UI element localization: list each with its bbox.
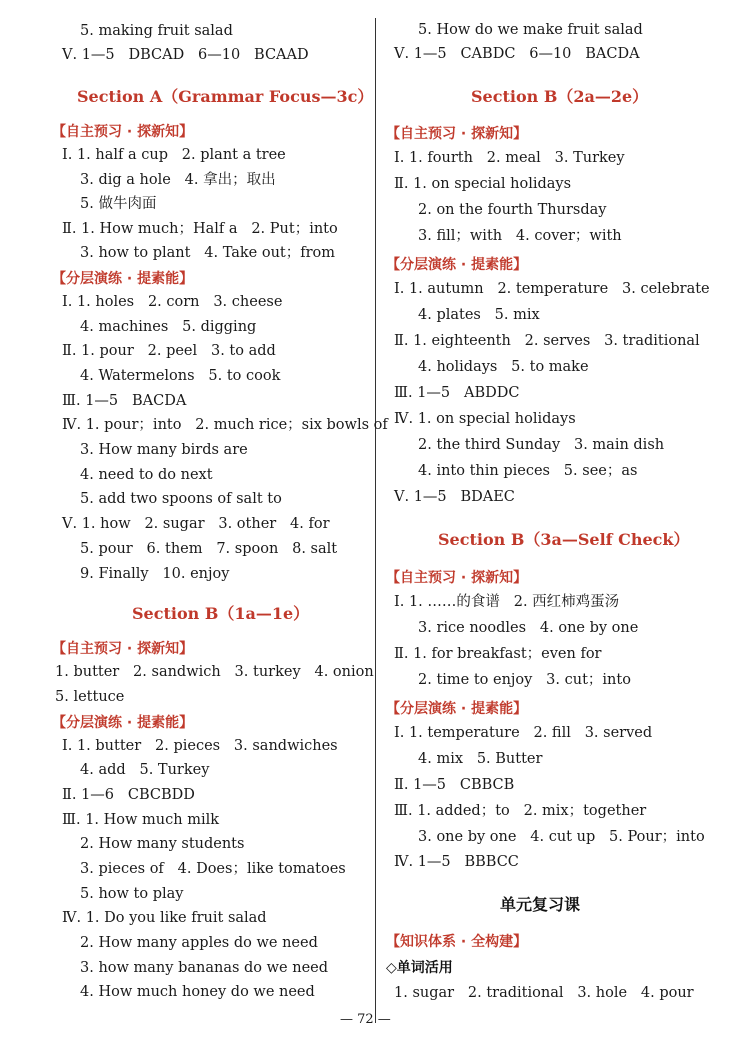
answer-line: Ⅱ. 1—5 CBBCB (394, 777, 515, 793)
answer-line: Ⅴ. 1—5 CABDC 6—10 BACDA (394, 46, 640, 62)
answer-line: 9. Finally 10. enjoy (80, 566, 230, 582)
answer-line: 5. how to play (80, 886, 184, 902)
preview-header: 【自主预习 · 探新知】 (52, 641, 194, 657)
answer-line: Ⅱ. 1—6 CBCBDD (62, 787, 195, 803)
answer-line: 4. holidays 5. to make (418, 359, 589, 375)
answer-line: 2. the third Sunday 3. main dish (418, 437, 665, 453)
answer-line: Ⅱ. 1. on special holidays (394, 176, 572, 192)
answer-line: Ⅴ. 1. how 2. sugar 3. other 4. for (62, 516, 330, 532)
answer-line: Ⅳ. 1. pour；into 2. much rice；six bowls of (62, 417, 388, 433)
knowledge-header: 【知识体系 · 全构建】 (386, 934, 528, 950)
answer-line: 3. pieces of 4. Does；like tomatoes (80, 861, 346, 877)
answer-line: Ⅱ. 1. eighteenth 2. serves 3. traditional (394, 333, 700, 349)
unit-review-title: 单元复习课 (500, 895, 581, 914)
answer-line: Ⅲ. 1—5 BACDA (62, 393, 187, 409)
answer-line: 4. need to do next (80, 467, 213, 483)
practice-header: 【分层演练 · 提素能】 (386, 257, 528, 273)
preview-header: 【自主预习 · 探新知】 (52, 124, 194, 140)
word-usage-subheader: ◇单词活用 (386, 960, 453, 976)
answer-line: Ⅳ. 1. on special holidays (394, 411, 576, 427)
answer-line: 4. Watermelons 5. to cook (80, 368, 281, 384)
answer-line: Ⅰ. 1. holes 2. corn 3. cheese (62, 294, 283, 310)
answer-line: 4. into thin pieces 5. see；as (418, 463, 638, 479)
answer-line: Ⅱ. 1. pour 2. peel 3. to add (62, 343, 276, 359)
answer-line: 5. lettuce (55, 689, 125, 705)
answer-line: Ⅰ. 1. temperature 2. fill 3. served (394, 725, 653, 741)
answer-line: Ⅱ. 1. How much；Half a 2. Put；into (62, 221, 338, 237)
answer-line: Ⅴ. 1—5 DBCAD 6—10 BCAAD (62, 47, 309, 63)
answer-line: Ⅲ. 1. added；to 2. mix；together (394, 803, 647, 819)
answer-line: 2. time to enjoy 3. cut；into (418, 672, 631, 688)
section-title: Section B（1a—1e） (132, 604, 310, 623)
section-title: Section A（Grammar Focus—3c） (77, 87, 374, 106)
answer-line: 3. one by one 4. cut up 5. Pour；into (418, 829, 705, 845)
answer-line: 3. how to plant 4. Take out；from (80, 245, 336, 261)
answer-line: 4. machines 5. digging (80, 319, 257, 335)
answer-line: 2. How many apples do we need (80, 935, 318, 951)
answer-line: 2. on the fourth Thursday (418, 202, 607, 218)
answer-line: 5. How do we make fruit salad (418, 22, 643, 38)
practice-header: 【分层演练 · 提素能】 (52, 715, 194, 731)
answer-line: Ⅰ. 1. butter 2. pieces 3. sandwiches (62, 738, 338, 754)
answer-line: 3. dig a hole 4. 拿出；取出 (80, 172, 276, 188)
practice-header: 【分层演练 · 提素能】 (386, 701, 528, 717)
answer-line: Ⅴ. 1—5 BDAEC (394, 489, 515, 505)
answer-line: 5. add two spoons of salt to (80, 491, 282, 507)
answer-line: 1. sugar 2. traditional 3. hole 4. pour (394, 985, 694, 1001)
section-title: Section B（2a—2e） (471, 87, 649, 106)
practice-header: 【分层演练 · 提素能】 (52, 271, 194, 287)
section-title: Section B（3a—Self Check） (438, 530, 690, 549)
answer-line: Ⅲ. 1. How much milk (62, 812, 220, 828)
answer-line: 5. making fruit salad (80, 23, 233, 39)
answer-line: 3. rice noodles 4. one by one (418, 620, 639, 636)
answer-line: Ⅰ. 1. ……的食谱 2. 西红柿鸡蛋汤 (394, 594, 620, 610)
answer-line: Ⅳ. 1—5 BBBCC (394, 854, 519, 870)
answer-line: Ⅰ. 1. half a cup 2. plant a tree (62, 147, 286, 163)
preview-header: 【自主预习 · 探新知】 (386, 570, 528, 586)
answer-line: 3. fill；with 4. cover；with (418, 228, 622, 244)
answer-line: Ⅰ. 1. fourth 2. meal 3. Turkey (394, 150, 625, 166)
answer-line: Ⅱ. 1. for breakfast；even for (394, 646, 602, 662)
answer-line: 4. plates 5. mix (418, 307, 540, 323)
preview-header: 【自主预习 · 探新知】 (386, 126, 528, 142)
answer-line: Ⅰ. 1. autumn 2. temperature 3. celebrate (394, 281, 710, 297)
answer-line: 1. butter 2. sandwich 3. turkey 4. onion (55, 664, 374, 680)
answer-line: 3. How many birds are (80, 442, 248, 458)
answer-line: 4. How much honey do we need (80, 984, 315, 1000)
page-number: — 72 — (340, 1012, 391, 1027)
answer-line: Ⅲ. 1—5 ABDDC (394, 385, 520, 401)
answer-line: 4. mix 5. Butter (418, 751, 543, 767)
answer-line: 2. How many students (80, 836, 245, 852)
answer-line: 5. 做牛肉面 (80, 196, 157, 212)
answer-line: 5. pour 6. them 7. spoon 8. salt (80, 541, 338, 557)
answer-line: 3. how many bananas do we need (80, 960, 329, 976)
answer-line: 4. add 5. Turkey (80, 762, 210, 778)
column-divider (375, 18, 376, 1023)
answer-line: Ⅳ. 1. Do you like fruit salad (62, 910, 267, 926)
